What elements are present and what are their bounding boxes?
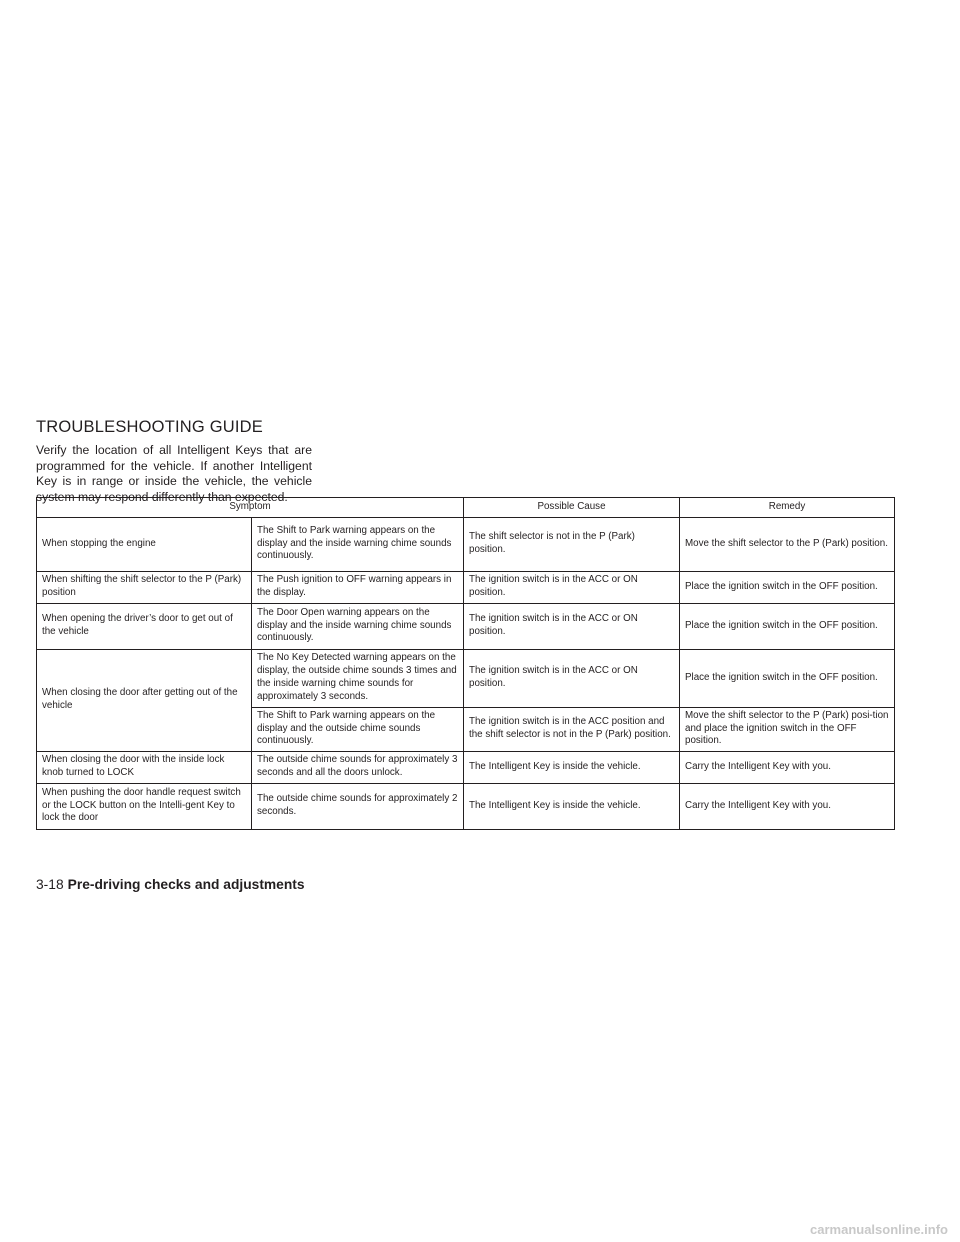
remedy-cell: Move the shift selector to the P (Park) position. xyxy=(680,518,895,572)
remedy-cell: Place the ignition switch in the OFF position. xyxy=(680,650,895,708)
table-row xyxy=(37,650,895,708)
cause-cell: The ignition switch is in the ACC position and the shift selector is not in the P (Park) position. xyxy=(464,708,680,752)
chapter-title: Pre-driving checks and adjustments xyxy=(67,877,305,892)
display-cell: The Shift to Park warning appears on the display and the outside chime sounds continuously. xyxy=(252,708,464,752)
header-symptom: Symptom xyxy=(37,498,464,518)
table-row xyxy=(37,752,895,784)
symptom-cell: When closing the door after getting out of the vehicle xyxy=(37,650,252,752)
table-row xyxy=(37,572,895,604)
remedy-cell: Place the ignition switch in the OFF position. xyxy=(680,572,895,604)
table-row xyxy=(37,604,895,650)
symptom-cell: When shifting the shift selector to the P (Park) position xyxy=(37,572,252,604)
remedy-cell: Carry the Intelligent Key with you. xyxy=(680,784,895,830)
display-cell: The Door Open warning appears on the display and the inside warning chime sounds continuously. xyxy=(252,604,464,650)
symptom-cell: When closing the door with the inside lock knob turned to LOCK xyxy=(37,752,252,784)
display-cell: The outside chime sounds for approximately 2 seconds. xyxy=(252,784,464,830)
section-title: TROUBLESHOOTING GUIDE xyxy=(36,417,263,436)
cause-cell: The ignition switch is in the ACC or ON position. xyxy=(464,572,680,604)
table-row xyxy=(37,784,895,830)
table-row xyxy=(37,518,895,572)
display-cell: The Shift to Park warning appears on the display and the inside warning chime sounds continuously. xyxy=(252,518,464,572)
symptom-cell: When stopping the engine xyxy=(37,518,252,572)
header-remedy: Remedy xyxy=(680,498,895,518)
remedy-cell: Carry the Intelligent Key with you. xyxy=(680,752,895,784)
cause-cell: The ignition switch is in the ACC or ON position. xyxy=(464,604,680,650)
display-cell: The No Key Detected warning appears on the display, the outside chime sounds 3 times and the inside warning chime sounds for approximately 3 seconds. xyxy=(252,650,464,708)
table-header-row xyxy=(37,498,895,518)
intro-paragraph: Verify the location of all Intelligent Keys that are programmed for the vehicle. If another Intelligent Key is in range or inside the vehicle, the vehicle system may respond differently than expected. xyxy=(36,443,312,504)
watermark: carmanualsonline.info xyxy=(810,1222,948,1237)
cause-cell: The Intelligent Key is inside the vehicle. xyxy=(464,752,680,784)
remedy-cell: Place the ignition switch in the OFF position. xyxy=(680,604,895,650)
cause-cell: The shift selector is not in the P (Park) position. xyxy=(464,518,680,572)
remedy-cell: Move the shift selector to the P (Park) posi-tion and place the ignition switch in the OFF position. xyxy=(680,708,895,752)
page-number: 3-18 xyxy=(36,877,64,892)
cause-cell: The Intelligent Key is inside the vehicle. xyxy=(464,784,680,830)
cause-cell: The ignition switch is in the ACC or ON position. xyxy=(464,650,680,708)
symptom-cell: When opening the driver’s door to get out of the vehicle xyxy=(37,604,252,650)
header-possible-cause: Possible Cause xyxy=(464,498,680,518)
display-cell: The Push ignition to OFF warning appears in the display. xyxy=(252,572,464,604)
symptom-cell: When pushing the door handle request switch or the LOCK button on the Intelli-gent Key to lock the door xyxy=(37,784,252,830)
troubleshooting-table xyxy=(36,497,895,830)
display-cell: The outside chime sounds for approximately 3 seconds and all the doors unlock. xyxy=(252,752,464,784)
page-footer xyxy=(36,877,305,892)
